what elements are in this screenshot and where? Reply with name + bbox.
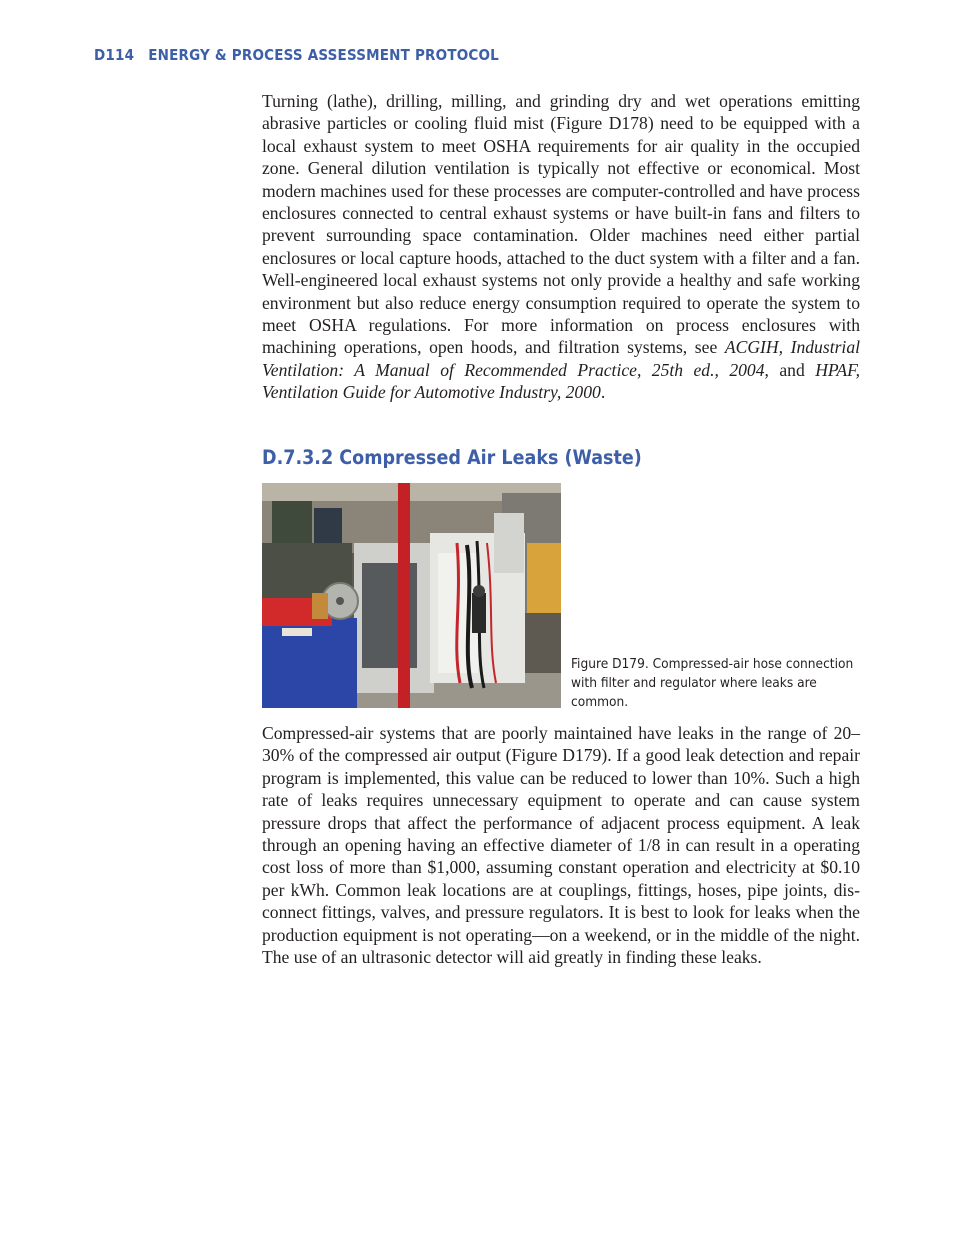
paragraph-local-exhaust [262,90,860,404]
page-number: D114 [94,46,135,64]
reference-hpaf: HPAF, Ventilation Guide for Automotive Industry, 2000 [262,359,860,403]
section-heading: D.7.3.2 Compressed Air Leaks (Waste) [262,446,642,469]
paragraph-compressed-air-leaks: Compressed-air systems that are poorly maintained have leaks in the range of 20–30% of the compressed air output (Figure D179). If a good leak detection and repair program is implemented, this value can be reduced to lower than 10%. Such a high rate of leaks requires unnecessary equipment to operate and can cause system pressure drops that affect the performance of adjacent process equipment. A leak through an opening having an effective diameter of 1/8 in can result in a operating cost loss of more than $1,000, assuming constant operation and electricity at $0.10 per kWh. Common leak locations are at couplings, fittings, hoses, pipe joints, disconnect fittings, valves, and pressure regulators. It is best to look for leaks when the production equipment is not operating—on a weekend, or in the middle of the night. The use of an ultrasonic detector will aid greatly in finding these leaks. [262,723,860,968]
machine-shop-photo [262,483,561,708]
figure-caption: Figure D179. Compressed-air hose connection with filter and regulator where leaks are common. [571,656,854,710]
running-head [94,46,499,64]
figure-d179-photo [262,483,561,708]
reference-acgih: ACGIH, Industrial Ventilation: A Manual of Recommended Practice, 25th ed., 2004 [262,337,861,380]
paragraph1-text-c: . [600,382,606,403]
paragraph1-text-b: , and [764,359,816,380]
paragraph1-text-a: Turning (lathe), drilling, milling, and grinding dry and wet operations emitting abrasive particles or cooling fluid mist (Figure D178) need to be equipped with a local exhaust system to meet OSHA requirements for air quality in the occupied zone. General dilution ventilation is typically not effective or economical. Most modern machines used for these processes are computer-controlled and have process enclosures connected to central exhaust systems or have built-in fans and filters to prevent surrounding space contamination. Older machines need either partial enclosures or local capture hoods, attached to the duct system with a filter and a fan. Well-engineered local exhaust systems not only provide a healthy and safe working environment but also reduce energy consumption required to operate the system to meet OSHA regulations. For more information on process enclosures with machining operations, open hoods, and filtration systems, see [262,91,860,358]
book-title: ENERGY & PROCESS ASSESSMENT PROTOCOL [148,46,499,64]
